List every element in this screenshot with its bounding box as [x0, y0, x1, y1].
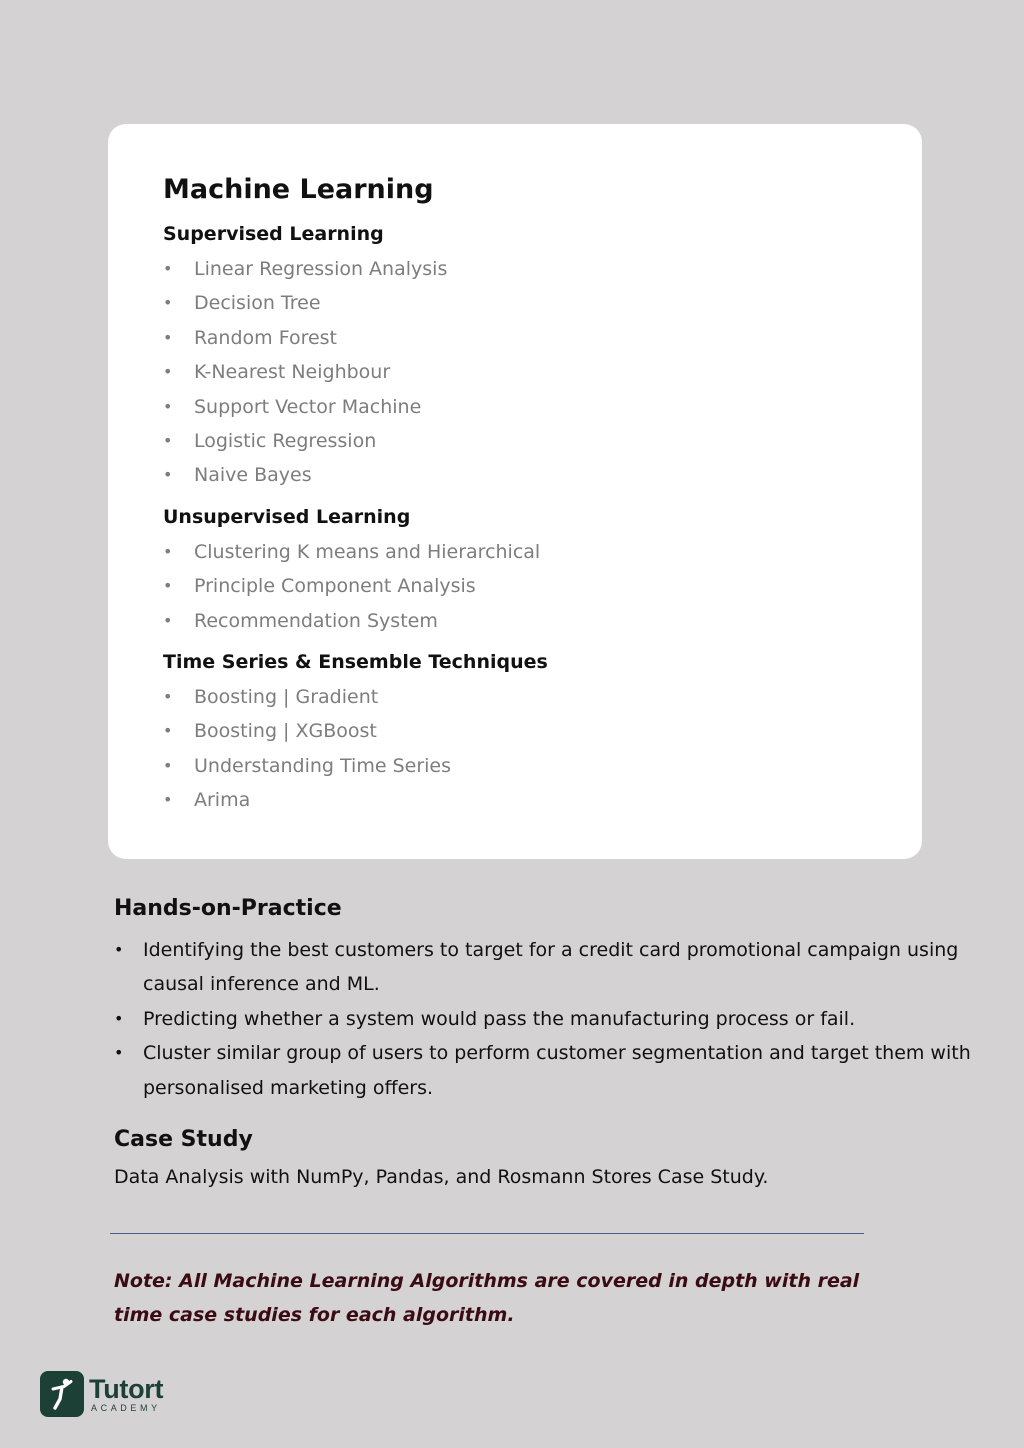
list-item	[163, 390, 867, 424]
list-item	[163, 569, 867, 603]
list-item	[163, 680, 867, 714]
list-item	[163, 458, 867, 492]
bullet-icon: •	[163, 790, 173, 810]
bullet-icon: •	[163, 541, 173, 561]
bullet-icon: •	[163, 431, 173, 451]
bullet-icon: •	[114, 1008, 124, 1028]
list-item-label: Support Vector Machine	[194, 395, 422, 418]
note-text: Note: All Machine Learning Algorithms are covered in depth with real time case studies for each algorithm.	[114, 1270, 860, 1326]
curriculum-card	[108, 124, 922, 859]
list-item-label: Random Forest	[194, 326, 338, 349]
list-item	[163, 783, 867, 817]
logo-subtitle: ACADEMY	[91, 1402, 161, 1413]
list-item	[114, 933, 974, 1002]
divider	[110, 1233, 864, 1234]
list-item-label: Naive Bayes	[194, 464, 312, 487]
list-item-label: Boosting | Gradient	[194, 686, 379, 709]
list-item-label: Linear Regression Analysis	[194, 258, 448, 280]
list-item-label: Logistic Regression	[194, 430, 377, 453]
list-item-label: Cluster similar group of users to perform customer segmentation and target them with personalised marketing offers.	[143, 1042, 971, 1099]
unsupervised-topic-list	[163, 535, 867, 638]
logo-name: Tutort	[89, 1373, 164, 1404]
bullet-icon: •	[163, 362, 173, 382]
section-heading-unsupervised: Unsupervised Learning	[163, 505, 411, 528]
list-item-label: Predicting whether a system would pass the manufacturing process or fail.	[143, 1007, 856, 1030]
list-item	[163, 604, 867, 638]
supervised-topic-list	[163, 252, 867, 493]
hands-on-heading: Hands-on-Practice	[114, 896, 342, 921]
list-item	[163, 252, 867, 286]
list-item	[163, 714, 867, 748]
card-title: Machine Learning	[163, 174, 434, 205]
list-item	[114, 1036, 974, 1105]
list-item	[163, 286, 867, 320]
list-item-label: Principle Component Analysis	[194, 575, 476, 598]
case-study-section	[114, 1124, 974, 1194]
bullet-icon: •	[163, 293, 173, 313]
bullet-icon: •	[163, 721, 173, 741]
case-study-text: Data Analysis with NumPy, Pandas, and Rosmann Stores Case Study.	[114, 1166, 769, 1188]
list-item	[163, 424, 867, 458]
logo-text	[89, 1375, 163, 1414]
section-heading-time-series: Time Series & Ensemble Techniques	[163, 651, 548, 674]
bullet-icon: •	[114, 940, 124, 959]
hands-on-practice-section	[114, 893, 974, 1105]
time-series-topic-list	[163, 680, 867, 818]
list-item	[163, 355, 867, 389]
bullet-icon: •	[163, 396, 173, 416]
list-item-label: Clustering K means and Hierarchical	[194, 540, 541, 563]
list-item-label: K-Nearest Neighbour	[194, 361, 391, 384]
section-heading-supervised: Supervised Learning	[163, 223, 384, 245]
bullet-icon: •	[114, 1043, 124, 1063]
list-item-label: Boosting | XGBoost	[194, 720, 377, 743]
bullet-icon: •	[163, 687, 173, 707]
bullet-icon: •	[163, 259, 173, 278]
running-figure-icon	[40, 1371, 84, 1417]
bullet-icon: •	[163, 465, 173, 485]
tutort-logo	[40, 1371, 163, 1417]
list-item-label: Identifying the best customers to target for a credit card promotional campaign using causal inference and ML.	[143, 939, 959, 996]
list-item	[163, 749, 867, 783]
list-item-label: Understanding Time Series	[194, 754, 451, 777]
list-item-label: Recommendation System	[194, 609, 438, 632]
list-item	[114, 1002, 974, 1036]
bullet-icon: •	[163, 327, 173, 347]
bullet-icon: •	[163, 755, 173, 775]
list-item-label: Decision Tree	[194, 292, 321, 315]
list-item	[163, 535, 867, 569]
practice-list	[114, 933, 974, 1105]
list-item	[163, 321, 867, 355]
bullet-icon: •	[163, 576, 173, 596]
case-study-heading: Case Study	[114, 1127, 253, 1152]
list-item-label: Arima	[194, 789, 251, 812]
bullet-icon: •	[163, 610, 173, 630]
